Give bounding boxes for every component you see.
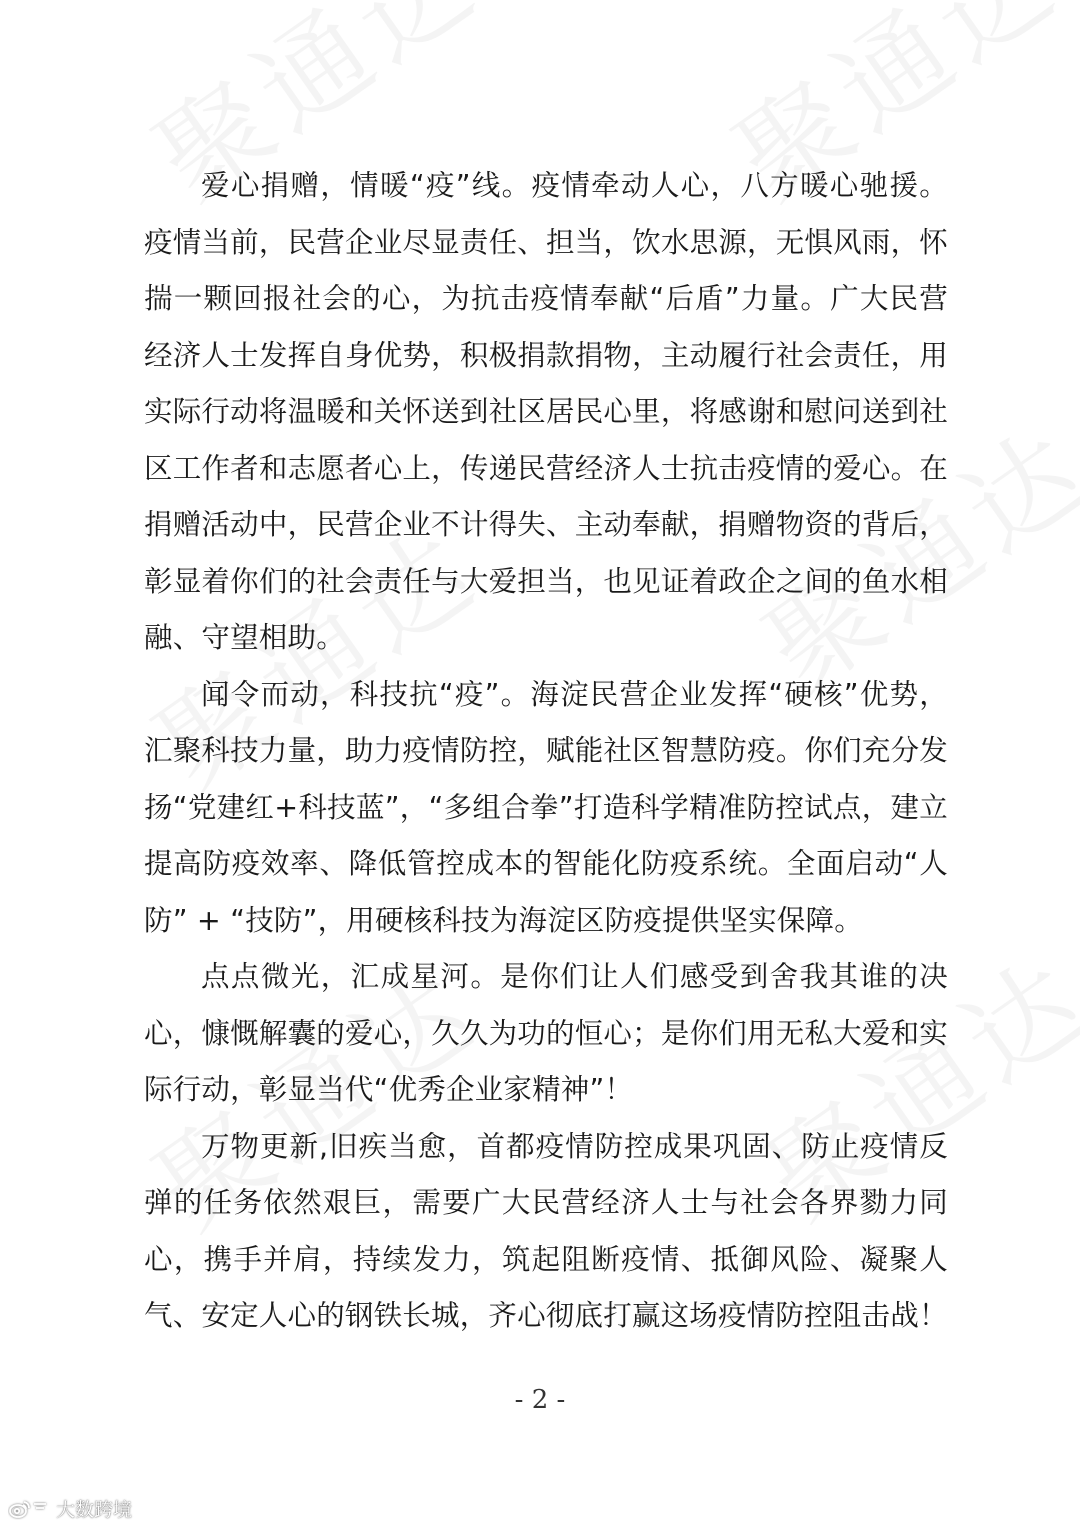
- document-body: [144, 158, 948, 1345]
- paragraph: 万物更新,旧疾当愈，首都疫情防控成果巩固、防止疫情反弹的任务依然艰巨，需要广大民营经济人士与社会各界勠力同心，携手并肩，持续发力，筑起阻断疫情、抵御风险、凝聚人气、安定人心的钢铁长城，齐心彻底打赢这场疫情防控阻击战！: [144, 1129, 948, 1332]
- paragraph: 点点微光，汇成星河。是你们让人们感受到舍我其谁的决心，慷慨解囊的爱心，久久为功的恒心；是你们用无私大爱和实际行动，彰显当代“优秀企业家精神”！: [144, 960, 948, 1106]
- paragraph: 闻令而动，科技抗“疫”。海淀民营企业发挥“硬核”优势，汇聚科技力量，助力疫情防控，赋能社区智慧防疫。你们充分发扬“党建红+科技蓝”，“多组合拳”打造科学精准防控试点，建立提高防疫效率、降低管控成本的智能化防疫系统。全面启动“人防” + “技防”，用硬核科技为海淀区防疫提供坚实保障。: [144, 677, 948, 937]
- paragraph: 爱心捐赠，情暖“疫”线。疫情牵动人心，八方暖心驰援。疫情当前，民营企业尽显责任、担当，饮水思源，无惧风雨，怀揣一颗回报社会的心，为抗击疫情奉献“后盾”力量。广大民营经济人士发挥自身优势，积极捐款捐物，主动履行社会责任，用实际行动将温暖和关怀送到社区居民心里，将感谢和慰问送到社区工作者和志愿者心上，传递民营经济人士抗击疫情的爱心。在捐赠活动中，民营企业不计得失、主动奉献，捐赠物资的背后，彰显着你们的社会责任与大爱担当，也见证着政企之间的鱼水相融、守望相助。: [144, 169, 948, 654]
- brand-label: 大数跨境: [56, 1499, 133, 1521]
- brand-watermark: [8, 1495, 132, 1522]
- page-number: - 2 -: [514, 1385, 566, 1415]
- weibo-icon: [8, 1498, 52, 1520]
